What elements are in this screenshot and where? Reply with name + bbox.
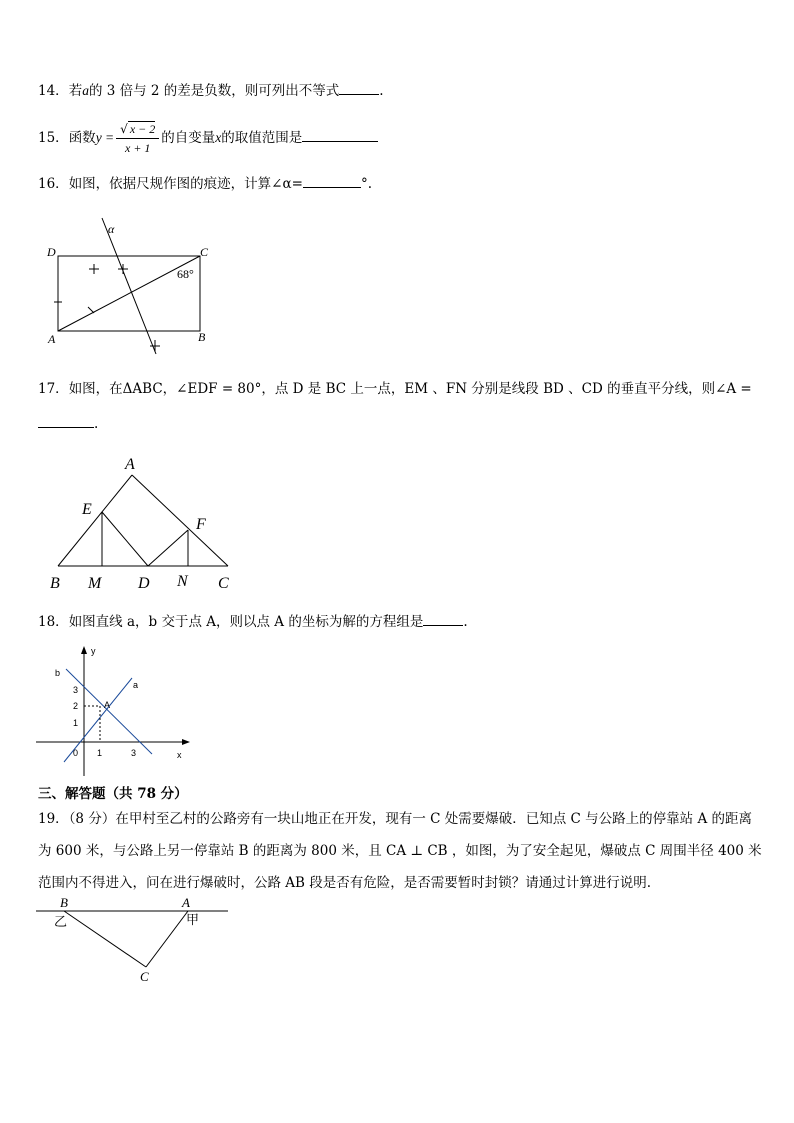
tick-y1: 1 bbox=[73, 718, 79, 728]
question-17 bbox=[38, 379, 752, 399]
label-e: E bbox=[82, 501, 92, 518]
punctuation: . bbox=[463, 614, 468, 630]
question-text: 的 3 倍与 2 的差是负数，则可列出不等式 bbox=[88, 83, 340, 99]
question-text: 如图，依据尺规作图的痕迹，计算∠α= bbox=[68, 176, 303, 192]
label-a: a bbox=[133, 680, 139, 690]
question-text: 若 bbox=[68, 83, 83, 99]
question-14 bbox=[38, 81, 384, 101]
tick-x1: 1 bbox=[97, 748, 103, 758]
angle-label: 68° bbox=[177, 267, 194, 281]
question-16 bbox=[38, 174, 372, 194]
denominator: x + 1 bbox=[125, 141, 151, 155]
answer-blank bbox=[423, 612, 463, 626]
label-yi: 乙 bbox=[54, 914, 68, 929]
figure-18 bbox=[36, 644, 196, 778]
label-m: M bbox=[88, 575, 102, 592]
punctuation: . bbox=[379, 83, 384, 99]
question-19-line-2: 为 600 米，与公路上另一停靠站 B 的距离为 800 米，且 CA ⊥ CB ，如图，为了安全起见，爆破点 C 周围半径 400 米 bbox=[38, 843, 762, 859]
label-a: A bbox=[125, 456, 135, 473]
label-a: A bbox=[182, 895, 190, 910]
answer-blank bbox=[339, 81, 379, 95]
label-jia: 甲 bbox=[186, 912, 200, 927]
label-x: x bbox=[177, 750, 182, 760]
question-number: 18． bbox=[38, 614, 69, 630]
answer-blank bbox=[38, 414, 94, 428]
question-text: 函数 bbox=[68, 130, 96, 146]
question-text: 在甲村至乙村的公路旁有一块山地正在开发，现有一 C 处需要爆破．已知点 C 与公路上的停靠站 A 的距离 bbox=[115, 811, 752, 827]
side-ab bbox=[58, 475, 132, 566]
answer-blank bbox=[302, 128, 378, 142]
side-ac bbox=[132, 475, 228, 566]
label-f: F bbox=[196, 516, 206, 533]
label-c: C bbox=[140, 969, 149, 984]
label-n: N bbox=[177, 573, 188, 590]
label-b: B bbox=[50, 575, 60, 592]
question-number: 16． bbox=[38, 176, 69, 192]
tick-x3: 3 bbox=[131, 748, 137, 758]
x-axis-arrow bbox=[182, 739, 190, 745]
segment-ac bbox=[146, 911, 188, 967]
punctuation: . bbox=[94, 416, 99, 432]
numerator: x − 2 bbox=[129, 122, 156, 136]
question-number: 15． bbox=[38, 130, 69, 146]
question-text: 的自变量 bbox=[161, 130, 216, 146]
label-c: C bbox=[200, 245, 209, 259]
segment-ed bbox=[102, 512, 148, 566]
label-d: D bbox=[138, 575, 150, 592]
segment-df bbox=[148, 530, 188, 566]
question-points: （8 分） bbox=[68, 811, 116, 827]
question-18 bbox=[38, 612, 468, 632]
tick-origin: 0 bbox=[73, 748, 79, 758]
label-a: A bbox=[48, 332, 56, 346]
figure-19 bbox=[36, 895, 232, 987]
question-number: 17． bbox=[38, 381, 69, 397]
section-heading: 三、解答题（共 78 分） bbox=[38, 786, 188, 802]
line-b bbox=[66, 669, 152, 754]
function-y: y = bbox=[95, 130, 115, 145]
label-b: B bbox=[60, 895, 68, 910]
label-point-a: A bbox=[104, 700, 111, 710]
question-number: 19． bbox=[38, 811, 69, 827]
fraction: $\frac{√ x - 2}{x + 1}$ bbox=[116, 120, 159, 157]
label-b: B bbox=[198, 330, 206, 344]
question-19-line-3: 范围内不得进入，问在进行爆破时，公路 AB 段是否有危险，是否需要暂时封锁？请通过计算进行说明. bbox=[38, 875, 652, 891]
label-c: C bbox=[218, 575, 229, 592]
label-b: b bbox=[55, 668, 61, 678]
question-19 bbox=[38, 809, 752, 829]
question-text: 如图直线 a，b 交于点 A，则以点 A 的坐标为解的方程组是 bbox=[68, 614, 424, 630]
label-y: y bbox=[91, 646, 96, 656]
question-number: 14． bbox=[38, 83, 69, 99]
arc-mark bbox=[88, 307, 94, 313]
tick-y2: 2 bbox=[73, 701, 79, 711]
segment-bc bbox=[64, 911, 146, 967]
punctuation: °. bbox=[360, 176, 372, 192]
y-axis-arrow bbox=[81, 646, 87, 654]
question-17-continued bbox=[38, 414, 98, 434]
question-text: 的取值范围是 bbox=[221, 130, 303, 146]
answer-blank bbox=[303, 174, 361, 188]
perpendicular-bisector bbox=[102, 218, 156, 354]
label-alpha: α bbox=[108, 222, 115, 236]
figure-16 bbox=[44, 212, 224, 357]
variable-a: a bbox=[82, 83, 89, 98]
figure-17 bbox=[40, 452, 250, 594]
tick-y3: 3 bbox=[73, 685, 79, 695]
question-text: 如图，在ΔABC，∠EDF = 80°，点 D 是 BC 上一点，EM 、FN 分别是线段 BD 、CD 的垂直平分线，则∠A = bbox=[68, 381, 752, 397]
label-d: D bbox=[47, 245, 56, 259]
question-15 bbox=[38, 118, 378, 158]
variable-x: x bbox=[215, 130, 222, 145]
